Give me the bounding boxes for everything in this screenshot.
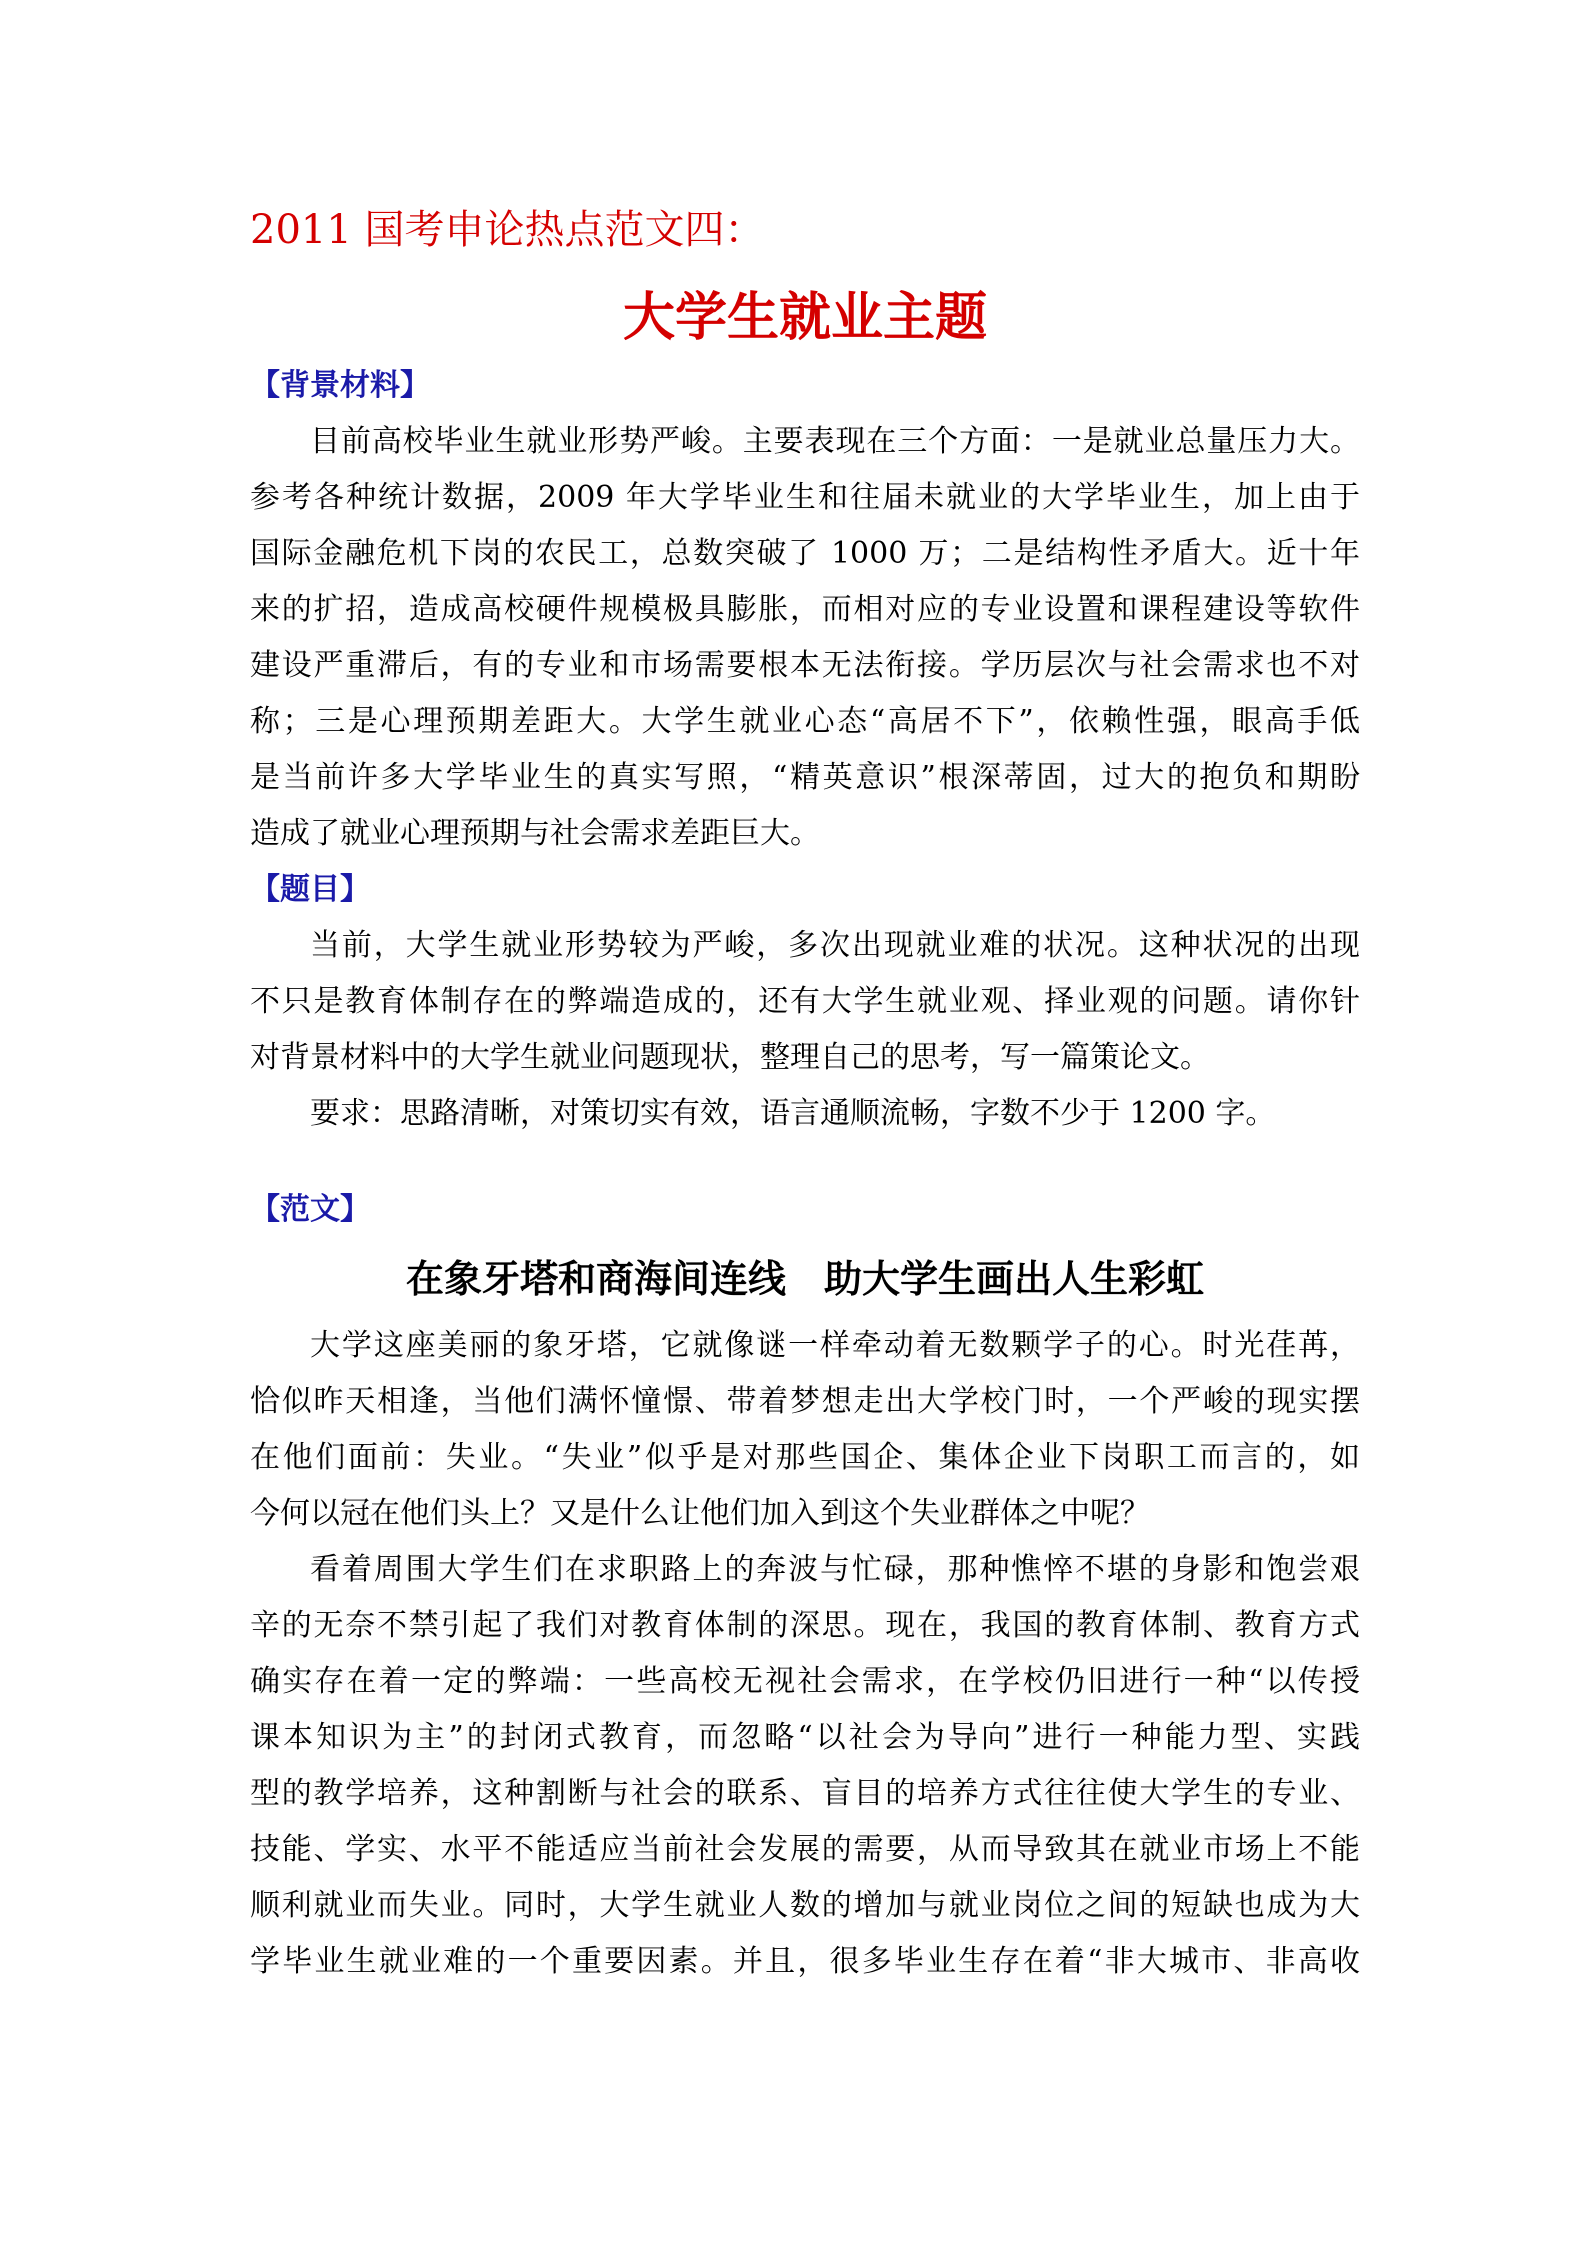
question-line: 当前，大学生就业形势较为严峻，多次出现就业难的状况。这种状况的出现 xyxy=(310,928,1360,963)
question-paragraph xyxy=(250,918,1360,1142)
essay-line: 课本知识为主”的封闭式教育，而忽略“以社会为导向”进行一种能力型、实践 xyxy=(250,1720,1360,1755)
essay-line: 型的教学培养，这种割断与社会的联系、盲目的培养方式往往使大学生的专业、 xyxy=(250,1776,1360,1811)
essay-paragraph-1 xyxy=(250,1318,1360,1542)
essay-line: 看着周围大学生们在求职路上的奔波与忙碌，那种憔悴不堪的身影和饱尝艰 xyxy=(310,1552,1360,1587)
background-line: 是当前许多大学毕业生的真实写照，“精英意识”根深蒂固，过大的抱负和期盼 xyxy=(250,760,1360,795)
essay-line: 今何以冠在他们头上？又是什么让他们加入到这个失业群体之中呢？ xyxy=(250,1496,1150,1531)
document-title: 大学生就业主题 xyxy=(622,288,987,348)
essay-line: 大学这座美丽的象牙塔，它就像谜一样牵动着无数颗学子的心。时光荏苒， xyxy=(310,1328,1360,1363)
question-requirement: 要求：思路清晰，对策切实有效，语言通顺流畅，字数不少于 1200 字。 xyxy=(310,1096,1276,1131)
question-label: 【题目】 xyxy=(250,872,370,907)
background-line: 目前高校毕业生就业形势严峻。主要表现在三个方面：一是就业总量压力大。 xyxy=(310,424,1360,459)
essay-line: 确实存在着一定的弊端：一些高校无视社会需求，在学校仍旧进行一种“以传授 xyxy=(250,1664,1360,1699)
essay-line: 顺利就业而失业。同时，大学生就业人数的增加与就业岗位之间的短缺也成为大 xyxy=(250,1888,1360,1923)
background-line: 建设严重滞后，有的专业和市场需要根本无法衔接。学历层次与社会需求也不对 xyxy=(250,648,1360,683)
section-spacer xyxy=(250,1142,1360,1182)
background-line: 参考各种统计数据，2009 年大学毕业生和往届未就业的大学毕业生，加上由于 xyxy=(250,480,1360,515)
background-line: 来的扩招，造成高校硬件规模极具膨胀，而相对应的专业设置和课程建设等软件 xyxy=(250,592,1360,627)
question-line: 不只是教育体制存在的弊端造成的，还有大学生就业观、择业观的问题。请你针 xyxy=(250,984,1360,1019)
document-header: 2011 国考申论热点范文四： xyxy=(250,207,765,253)
background-label: 【背景材料】 xyxy=(250,368,430,403)
background-line: 造成了就业心理预期与社会需求差距巨大。 xyxy=(250,816,820,851)
essay-label: 【范文】 xyxy=(250,1192,370,1227)
essay-line: 在他们面前：失业。“失业”似乎是对那些国企、集体企业下岗职工而言的，如 xyxy=(250,1440,1360,1475)
essay-line: 学毕业生就业难的一个重要因素。并且，很多毕业生存在着“非大城市、非高收 xyxy=(250,1944,1360,1979)
essay-line: 恰似昨天相逢，当他们满怀憧憬、带着梦想走出大学校门时，一个严峻的现实摆 xyxy=(250,1384,1360,1419)
question-line: 对背景材料中的大学生就业问题现状，整理自己的思考，写一篇策论文。 xyxy=(250,1040,1210,1075)
essay-paragraph-2 xyxy=(250,1542,1360,1990)
essay-line: 辛的无奈不禁引起了我们对教育体制的深思。现在，我国的教育体制、教育方式 xyxy=(250,1608,1360,1643)
background-paragraph xyxy=(250,414,1360,862)
essay-line: 技能、学实、水平不能适应当前社会发展的需要，从而导致其在就业市场上不能 xyxy=(250,1832,1360,1867)
background-line: 称；三是心理预期差距大。大学生就业心态“高居不下”，依赖性强，眼高手低 xyxy=(250,704,1360,739)
essay-title: 在象牙塔和商海间连线 助大学生画出人生彩虹 xyxy=(405,1256,1204,1301)
background-line: 国际金融危机下岗的农民工，总数突破了 1000 万；二是结构性矛盾大。近十年 xyxy=(250,536,1360,571)
document-content xyxy=(250,200,1360,1990)
